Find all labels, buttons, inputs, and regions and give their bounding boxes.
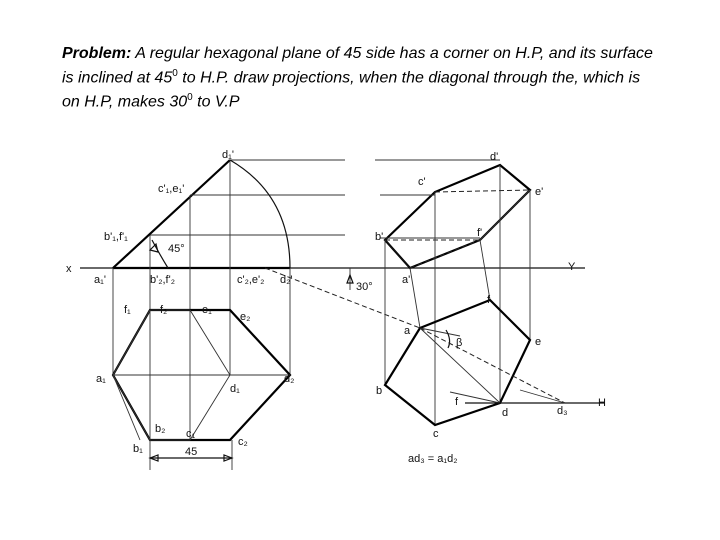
label-d-dash: d'	[490, 151, 499, 163]
label-a-dash: a'	[402, 274, 411, 286]
final-elevation-outline	[385, 165, 530, 268]
proj-a-up	[410, 268, 420, 328]
label-e1: e₁	[202, 304, 212, 316]
label-d3: d₃	[557, 405, 568, 417]
label-a: a	[404, 325, 411, 337]
label-b1: b₁	[133, 443, 143, 455]
label-c1: c₁	[186, 428, 196, 440]
label-beta: β	[456, 337, 463, 349]
label-b: b	[376, 385, 383, 397]
angle-arc-45	[152, 240, 168, 268]
label-c2e2-dash: c'₂,e'₂	[237, 274, 265, 286]
label-x: x	[66, 263, 72, 275]
problem-text-3: to V.P	[192, 93, 240, 111]
label-c: c	[433, 428, 439, 440]
label-b1f1-dash: b'₁,f'₁	[104, 231, 128, 243]
elev-edge-ba	[385, 240, 410, 268]
label-b-dash: b'	[375, 231, 384, 243]
label-b2: b₂	[155, 423, 166, 435]
elev-edge-ef	[480, 190, 530, 240]
problem-sup-2: 0	[187, 92, 193, 104]
plan-edge-ab	[113, 375, 140, 440]
problem-label: Problem:	[62, 45, 132, 62]
arrow-45	[150, 244, 158, 252]
label-f2: f₂	[160, 304, 168, 316]
label-d1: d₁	[230, 383, 240, 395]
label-f-low: f	[455, 396, 459, 408]
beta-line	[420, 328, 460, 336]
elev-hidden-ce	[435, 190, 530, 192]
label-angle-45: 45°	[168, 243, 185, 255]
problem-text-1: A regular hexagonal plane of 45 side has a corner on H.P, and its surface is inclined at 45	[62, 45, 653, 87]
label-f1: f₁	[124, 304, 131, 316]
label-h: H	[598, 397, 606, 409]
label-d: d	[502, 407, 509, 419]
beta-arc	[446, 330, 450, 348]
label-c-dash: c'	[418, 176, 426, 188]
label-dim-45: 45	[185, 446, 198, 458]
label-y: Y	[568, 261, 576, 273]
label-c1e1-dash: c'₁,e₁'	[158, 183, 185, 195]
label-f: f	[487, 294, 491, 306]
label-formula: ad₃ = a₁d₂	[408, 453, 458, 465]
rotation-arc	[230, 160, 290, 268]
label-f-dash: f'	[477, 227, 483, 239]
plan-edge-af	[113, 310, 150, 375]
proj-f-up	[480, 240, 490, 300]
d3-tick	[520, 390, 565, 403]
label-e-dash: e'	[535, 186, 544, 198]
label-e2: e₂	[240, 311, 251, 323]
label-angle-30: 30°	[356, 281, 373, 293]
label-a1-dash: a₁'	[94, 274, 106, 286]
label-b2f2-dash: b'₂,f'₂	[150, 274, 175, 286]
label-d2-dash: d₂'	[280, 274, 293, 286]
true-length-line-ad3	[420, 328, 565, 403]
problem-text-2: to H.P. draw projections, when the diagonal through the, which is on H.P, makes 30	[62, 69, 641, 111]
label-a1: a₁	[96, 373, 106, 385]
label-e: e	[535, 336, 542, 348]
label-d2: d₂	[284, 373, 295, 385]
label-d1-dash: d₁'	[222, 149, 234, 161]
problem-sup-1: 0	[172, 68, 178, 79]
label-c2: c₂	[238, 436, 248, 448]
